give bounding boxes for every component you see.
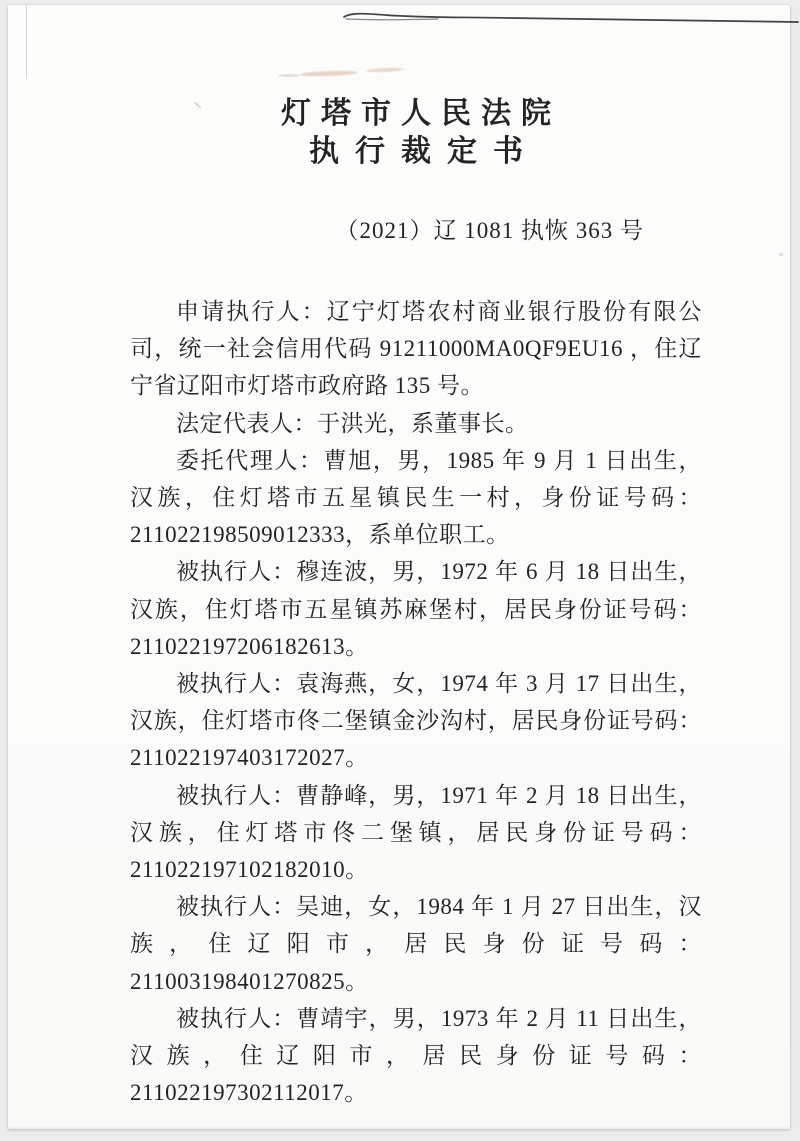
left-scan-edge-line (26, 5, 27, 79)
scan-speck (779, 253, 783, 256)
paragraph-entrusted-agent: 委托代理人：曹旭，男，1985 年 9 月 1 日出生，汉族，住灯塔市五星镇民生一村，身份证号码：211022198509012333，系单位职工。 (130, 447, 702, 548)
paragraph-respondent-2: 被执行人：袁海燕，女，1974 年 3 月 17 日出生，汉族，住灯塔市佟二堡镇金沙沟村，居民身份证号码：211022197403172027。 (130, 671, 702, 771)
document-type-title: 执行裁定书 (309, 135, 539, 168)
paragraph-respondent-4: 被执行人：吴迪，女，1984 年 1 月 27 日出生，汉族，住辽阳市，居民身份证号码：211003198401270825。 (130, 894, 702, 994)
document-content (130, 5, 702, 1111)
case-number: （2021）辽 1081 执恢 363 号 (335, 218, 644, 243)
paragraph-respondent-5: 被执行人：曹靖宇，男，1973 年 2 月 11 日出生，汉族，住辽阳市，居民身份证号码：211022197302112017。 (130, 1005, 702, 1106)
paragraph-respondent-3: 被执行人：曹静峰，男，1971 年 2 月 18 日出生，汉族，住灯塔市佟二堡镇，居民身份证号码：211022197102182010。 (130, 782, 702, 883)
paragraph-legal-representative: 法定代表人：于洪光，系董事长。 (176, 410, 529, 436)
document-body (130, 293, 702, 1111)
scanned-document-page (8, 5, 790, 1129)
court-name-title: 灯塔市人民法院 (281, 97, 561, 130)
paragraph-respondent-1: 被执行人：穆连波，男，1972 年 6 月 18 日出生，汉族，住灯塔市五星镇苏麻堡村，居民身份证号码：211022197206182613。 (130, 559, 702, 659)
paragraph-applicant: 申请执行人：辽宁灯塔农村商业银行股份有限公司，统一社会信用代码 91211000MA0QF9EU16 ，住辽宁省辽阳市灯塔市政府路 135 号。 (130, 299, 702, 399)
page-bottom-shadow (8, 1126, 790, 1129)
